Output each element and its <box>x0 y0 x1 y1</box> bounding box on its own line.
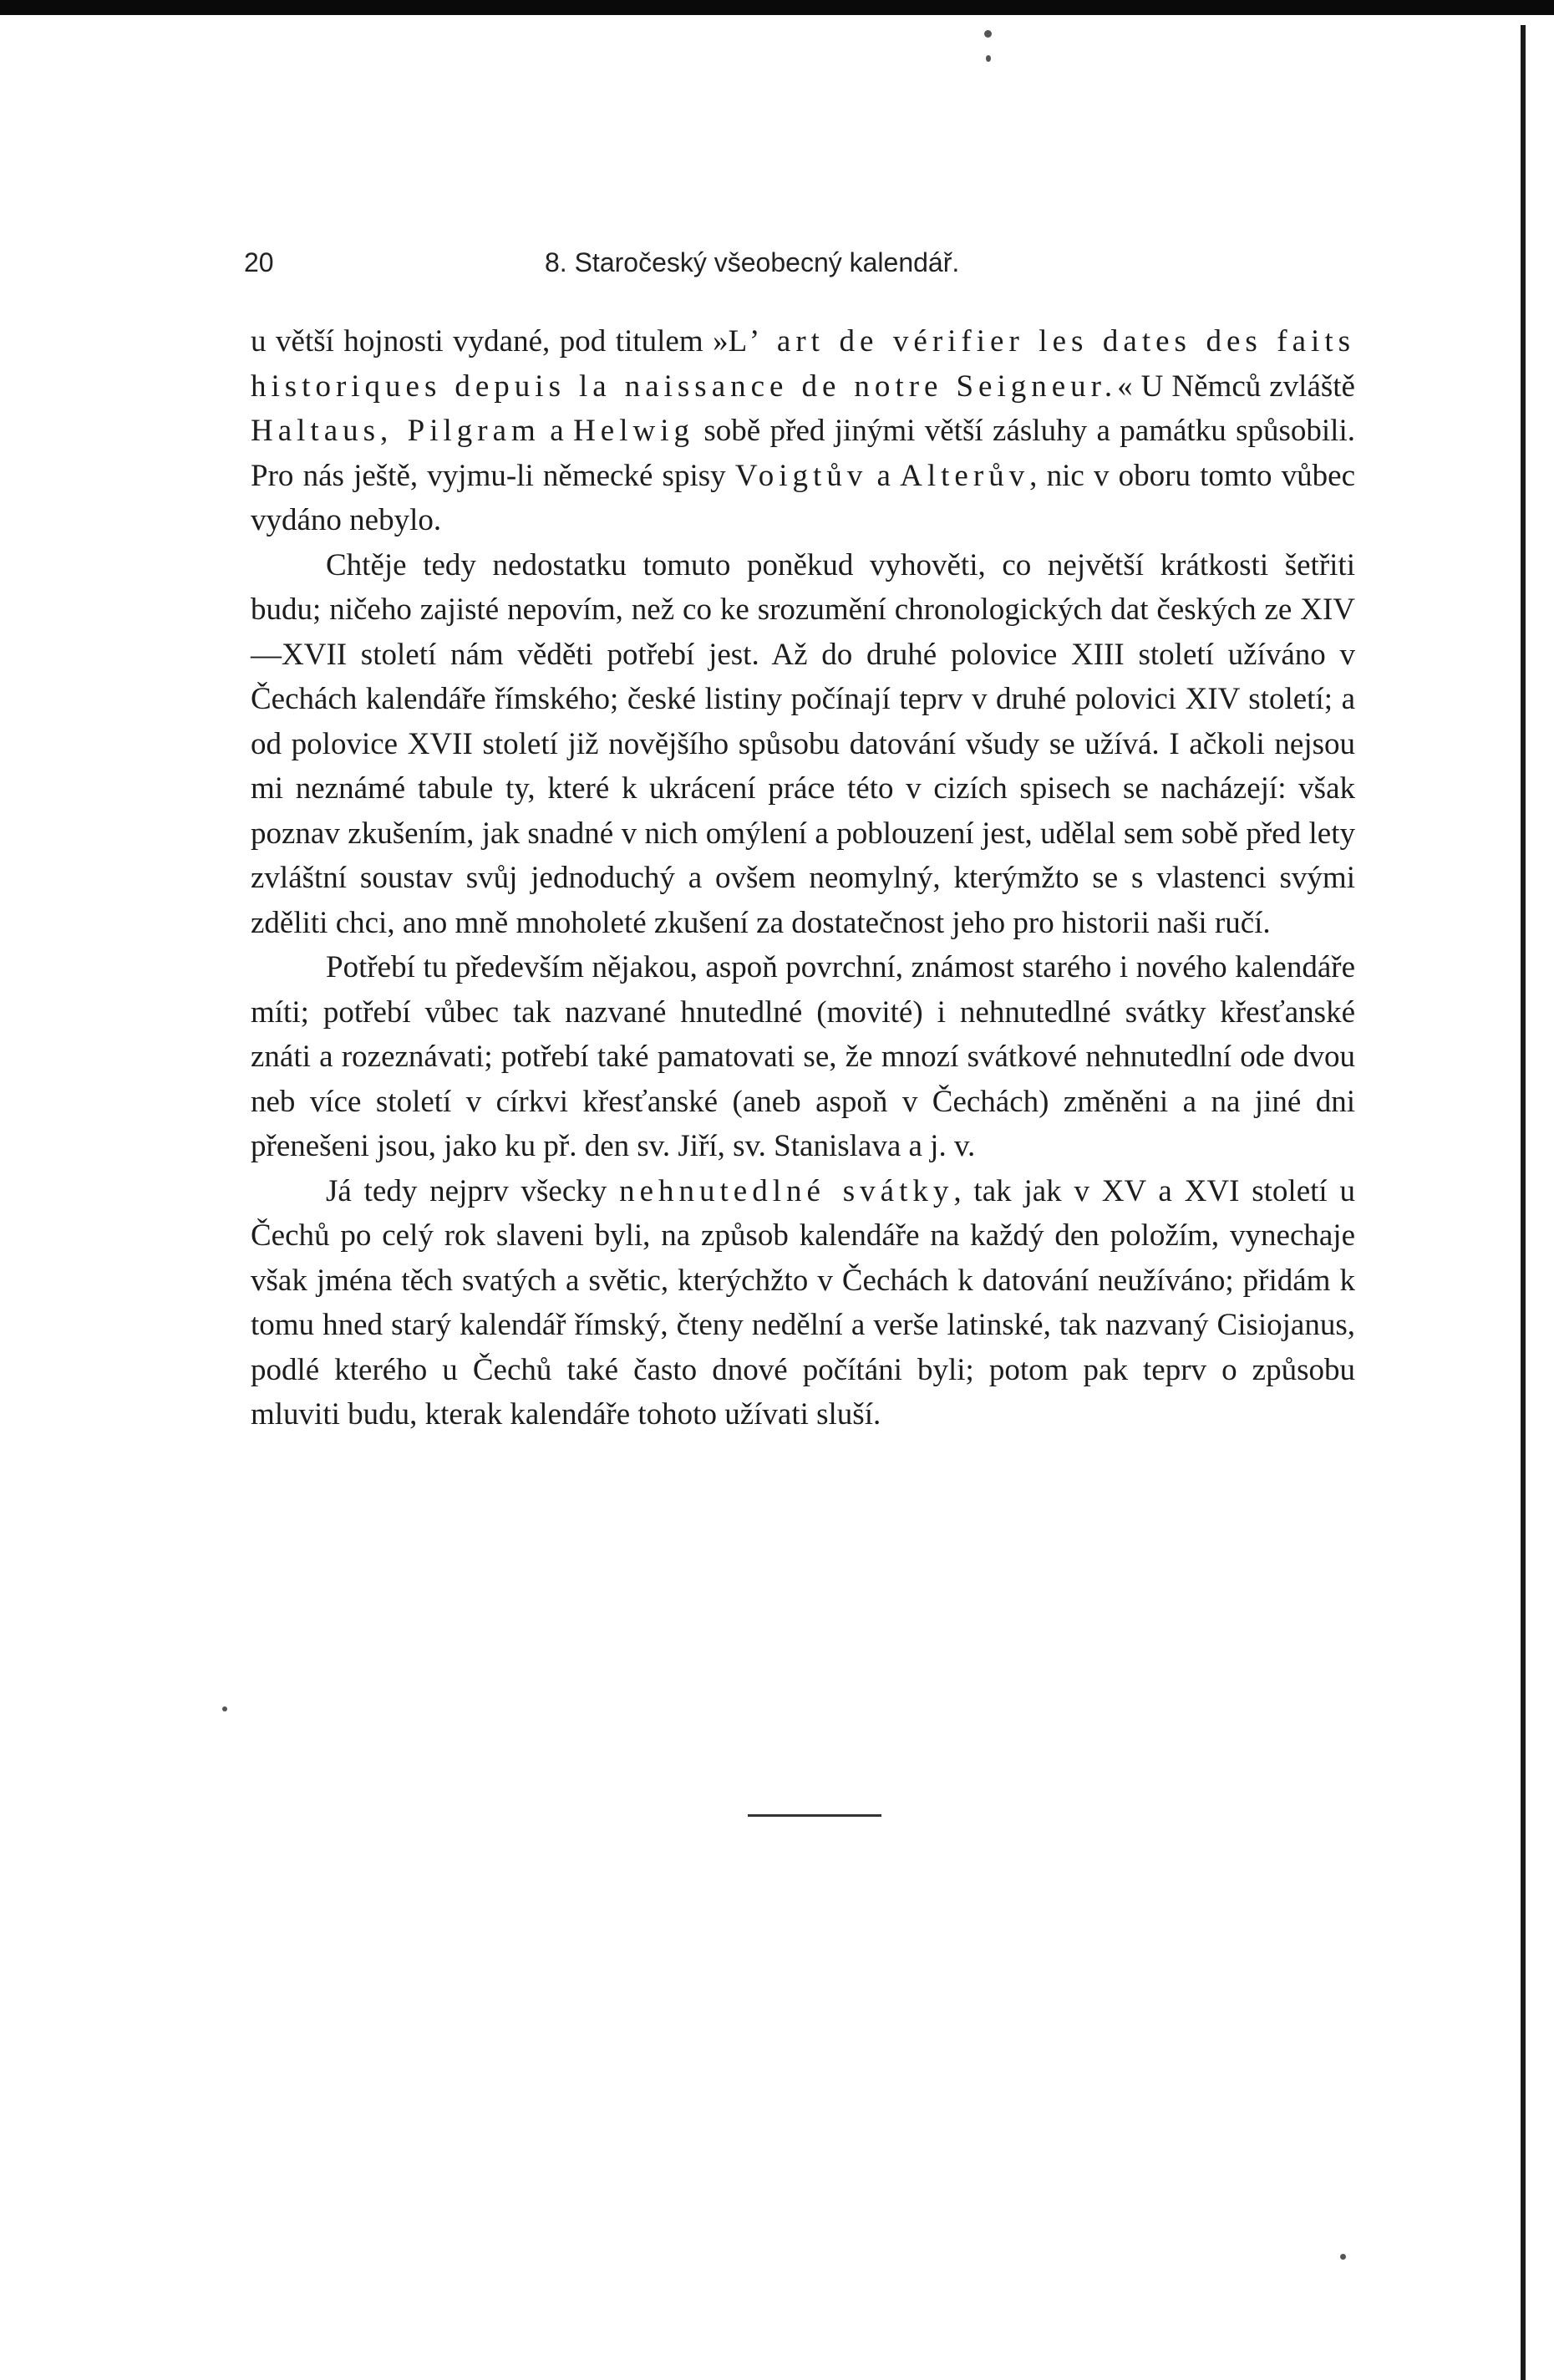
book-spine-edge <box>1521 25 1554 2380</box>
paragraph: Já tedy nejprv všecky nehnutedlné svátky, tak jak v XV a XVI století u Čechů po celý rok slaveni byli, na způsob kalendáře na každý den položím, vynechaje však jména těch svatých a světic, kterýchžto v Čechách k datování neužíváno; přidám k tomu hned starý kalendář římský, čteny nedělní a verše latinské, tak nazvaný Cisiojanus, podlé kterého u Čechů také často dnové počítáni byli; potom pak teprv o způsobu mluviti budu, kterak kalendáře tohoto užívati sluší. <box>251 1173 1355 1432</box>
paragraph: u větší hojnosti vydané, pod titulem »L’ art de vérifier les dates des faits historiques depuis la naissance de notre Seigneur.« U Němců zvláště Haltaus, Pilgram a Helwig sobě před jinými větší zásluhy a památku spůsobili. Pro nás ještě, vyjmu-li německé spisy Voigtův a Alterův, nic v oboru tomto vůbec vydáno nebylo. <box>251 324 1355 537</box>
speck <box>1340 2254 1346 2260</box>
body-text <box>251 319 1355 1437</box>
running-title: 8. Staročeský všeobecný kalendář. <box>545 247 960 277</box>
running-header <box>244 247 1397 281</box>
paragraph: Chtěje tedy nedostatku tomuto poněkud vyhověti, co největší krátkosti šetřiti budu; ničeho zajisté nepovím, než co ke srozumění chronologických dat českých ze XIV—XVII století nám věděti potřebí jest. Až do druhé polovice XIII století užíváno v Čechách kalendáře římského; české listiny počínají teprv v druhé polovici XIV století; a od polovice XVII století již novějšího spůsobu datování všudy se užívá. I ačkoli nejsou mi neznámé tabule ty, které k ukrácení práce této v cizích spisech se nacházejí: však poznav zkušením, jak snadné v nich omýlení a poblouzení jest, udělal sem sobě před lety zvláštní soustav svůj jednoduchý a ovšem neomylný, kterýmžto se s vlastenci svými zděliti chci, ano mně mnoholeté zkušení za dostatečnost jeho pro historii naši ručí. <box>251 547 1355 940</box>
speck <box>986 55 991 62</box>
paragraph: Potřebí tu především nějakou, aspoň povrchní, známost starého i nového kalendáře míti; potřebí vůbec tak nazvané hnutedlné (movité) i nehnutedlné svátky křesťanské znáti a rozeznávati; potřebí také pamatovati se, že mnozí svátkové nehnutedlní ode dvou neb více století v církvi křesťanské (aneb aspoň v Čechách) změněni a na jiné dni přenešeni jsou, jako ku př. den sv. Jiří, sv. Stanislava a j. v. <box>251 950 1355 1163</box>
page-number: 20 <box>244 247 274 277</box>
speck <box>222 1706 227 1711</box>
speck <box>984 30 992 38</box>
end-rule <box>748 1814 881 1817</box>
